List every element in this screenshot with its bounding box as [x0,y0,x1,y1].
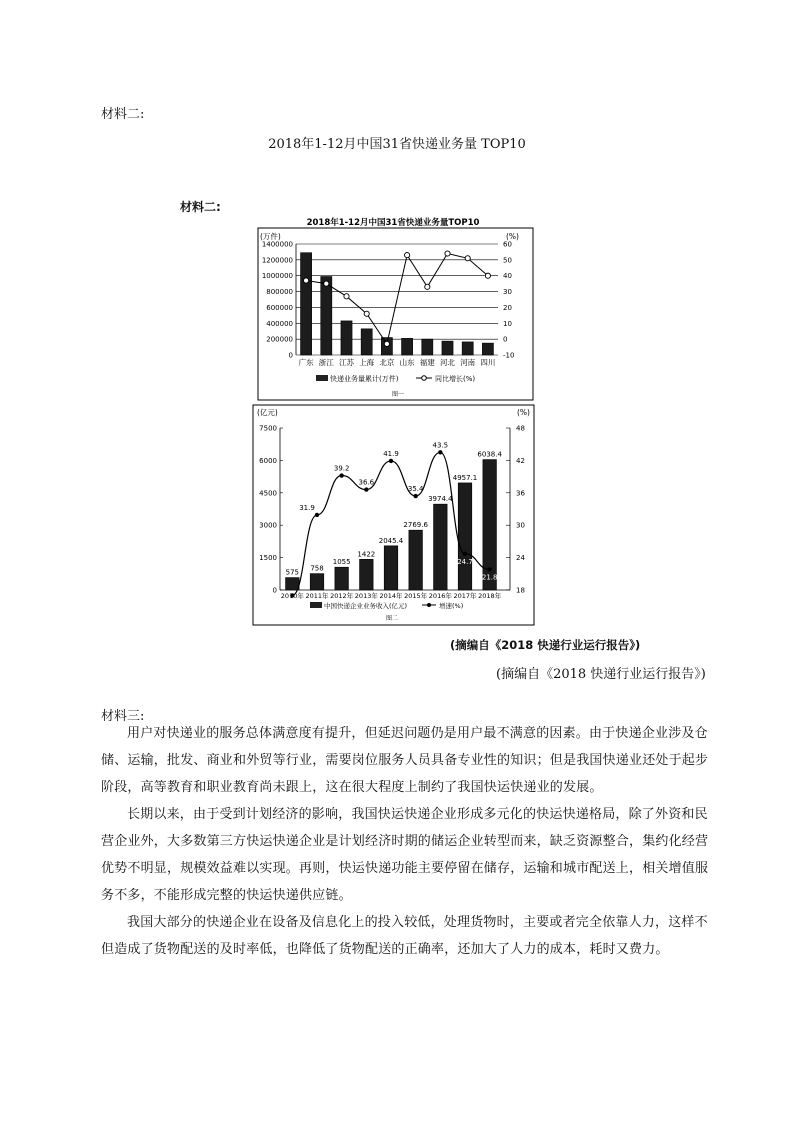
chart1-category-label: 广东 [298,358,314,367]
chart1-legend-bar-swatch [316,375,328,381]
chart2-bar [434,504,448,590]
chart1-bar [442,341,453,355]
chart2-ytick-label: 4500 [259,489,277,498]
chart2-growth-point [364,487,368,491]
chart1-category-label: 河北 [440,358,455,367]
paragraph-2: 长期以来，由于受到计划经济的影响，我国快运快递企业形成多元化的快运快递格局，除了外资和民营企业外，大多数第三方快运快递企业是计划经济时期的储运企业转型而来，缺乏资源整合，集约化经营优势不明显，规模效益难以实现。再则，快运快递功能主要停留在储存，运输和城市配送上，相关增值服务不多，不能形成完整的快运快递供应链。 [101,807,709,903]
chart2-y2tick-label: 18 [516,586,525,595]
scan-material2-label: 材料二: [180,200,221,214]
chart1-ytick-label: 1400000 [261,240,293,249]
chart1-bar [321,277,332,355]
chart2-bar-label: 1422 [357,550,376,559]
chart2-growth-label: 21.8 [481,573,498,582]
chart1-legend-line-marker [422,376,427,381]
chart1-bar [361,329,372,355]
chart2-growth-label: 43.5 [432,441,449,450]
chart1-category-label: 北京 [379,358,395,367]
chart1-y2tick-label: 10 [503,319,512,328]
chart2-bar [310,574,324,590]
chart1-category-label: 四川 [480,358,496,367]
chart2-legend-line-marker [427,603,431,607]
chart1-growth-point [304,278,309,283]
chart2-legend-bar-label: 中国快递企业业务收入(亿元) [324,602,408,610]
chart2-category-label: 2014年 [379,592,403,600]
chart2-category-label: 2011年 [305,592,329,600]
chart1-bar [402,338,413,355]
chart1-bar [301,253,312,355]
chart1-caption: 图一 [391,391,405,398]
chart1-y2tick-label: 0 [503,335,508,344]
chart2-bar-label: 575 [285,568,300,577]
chart2-legend-bar-swatch [310,602,322,608]
chart2-growth-point [315,513,319,517]
chart2-growth-point [389,459,393,463]
chart2-y2tick-label: 24 [516,554,525,563]
chart2-bar [384,546,398,590]
chart2-caption: 图二 [385,615,399,622]
chart1 [248,212,538,402]
chart2-right-unit: (%) [517,408,530,417]
doc-title: 2018年1-12月中国31省快递业务量 TOP10 [268,137,526,152]
chart1-y2tick-label: 60 [503,240,512,249]
chart1-y2tick-label: 20 [503,303,512,312]
material3-label: 材料三: [101,709,145,724]
chart1-bar [462,342,473,355]
chart1-bar [422,339,433,355]
chart1-ytick-label: 800000 [266,288,293,297]
chart2-growth-label: 24.7 [457,557,473,566]
material2-label: 材料二: [101,107,145,122]
chart2-bar-label: 3974.4 [428,495,453,504]
source-note: (摘编自《2018 快递行业运行报告》) [496,667,706,682]
chart1-growth-point [485,273,490,278]
chart2-bar-label: 1055 [332,558,351,567]
chart2-category-label: 2015年 [404,592,428,600]
chart2-growth-point [413,494,417,498]
chart1-bar [341,321,352,355]
chart1-y2tick-label: 40 [503,272,512,281]
chart1-category-label: 浙江 [318,358,334,367]
chart2-ytick-label: 3000 [259,521,277,530]
chart2-left-unit: (亿元) [257,408,278,417]
chart1-left-unit: (万件) [260,232,281,241]
chart1-y2tick-label: -10 [503,351,515,360]
chart1-ytick-label: 200000 [266,335,293,344]
chart2-bar [335,567,349,590]
chart1-category-label: 河南 [460,358,476,367]
chart1-growth-point [425,284,430,289]
chart1-category-label: 福建 [419,358,435,367]
chart2-ytick-label: 0 [272,586,277,595]
chart2-category-label: 2016年 [428,592,452,600]
chart1-growth-point [384,341,389,346]
chart1-ytick-label: 600000 [266,303,293,312]
chart1-growth-line [306,254,488,344]
chart1-growth-point [445,251,450,256]
chart2 [252,404,536,630]
chart1-right-unit: (%) [506,232,519,241]
chart2-category-label: 2017年 [453,592,477,600]
chart1-growth-point [405,253,410,258]
chart2-bar [360,559,374,590]
chart2-y2tick-label: 48 [516,424,525,433]
chart2-category-label: 2013年 [354,592,378,600]
chart1-growth-point [364,311,369,316]
chart1-legend-line-label: 同比增长(%) [435,375,476,383]
chart2-bar-label: 2045.4 [378,536,404,545]
chart1-title: 2018年1-12月中国31省快递业务量TOP10 [306,218,480,228]
chart1-bar [482,343,493,355]
chart1-y2tick-label: 50 [503,256,512,265]
chart2-category-label: 2018年 [478,592,502,600]
chart2-growth-label: 41.9 [383,449,399,458]
paragraph-1: 用户对快递业的服务总体满意度有提升，但延迟问题仍是用户最不满意的因素。由于快递企业涉及仓储、运输，批发、商业和外贸等行业，需要岗位服务人员具备专业性的知识；但是我国快递业还处于起步阶段，高等教育和职业教育尚未跟上，这在很大程度上制约了我国快运快递业的发展。 [101,726,709,795]
chart2-bar-label: 2769.6 [403,521,428,530]
chart2-ytick-label: 1500 [259,554,277,563]
chart1-y2tick-label: 30 [503,288,512,297]
chart2-y2tick-label: 36 [516,489,525,498]
chart2-bar [286,578,300,590]
chart2-growth-point [487,567,491,571]
chart2-y2tick-label: 30 [516,521,525,530]
chart1-growth-point [465,256,470,261]
chart1-growth-point [344,294,349,299]
chart2-growth-point [463,552,467,556]
chart1-growth-point [324,281,329,286]
chart1-category-label: 江苏 [339,358,354,367]
chart2-ytick-label: 7500 [259,424,277,433]
body-text [101,720,716,963]
chart2-growth-label: 35.4 [407,485,424,494]
chart2-growth-point [339,473,343,477]
chart2-bar-label: 758 [310,564,324,573]
chart2-y2tick-label: 42 [516,456,525,465]
chart2-growth-point [438,450,442,454]
chart2-bar-label: 6038.4 [477,450,502,459]
chart2-growth-label: 39.2 [333,464,350,473]
paragraph-3: 我国大部分的快递企业在设备及信息化上的投入较低，处理货物时，主要或者完全依靠人力，这样不但造成了货物配送的及时率低，也降低了货物配送的正确率，还加大了人力的成本，耗时又费力。 [101,915,708,957]
chart2-growth-label: 36.6 [358,478,375,487]
chart1-ytick-label: 400000 [266,319,293,328]
chart2-legend-line-label: 增速(%) [439,602,464,610]
chart1-category-label: 山东 [399,358,415,367]
chart1-ytick-label: 1000000 [261,272,293,281]
chart2-category-label: 2012年 [330,592,354,600]
chart1-ytick-label: 0 [288,351,293,360]
chart1-category-label: 上海 [359,358,375,367]
chart2-bar [458,483,472,590]
chart2-growth-label: 31.9 [299,503,315,512]
chart1-legend-bar-label: 快递业务量累计(万件) [330,375,399,383]
chart2-ytick-label: 6000 [259,456,277,465]
chart2-bar-label: 4957.1 [452,473,478,482]
scan-source: (摘编自《2018 快递行业运行报告》) [450,638,641,652]
chart2-bar [409,530,423,590]
chart1-ytick-label: 1200000 [261,256,293,265]
chart2-category-label: 2010年 [280,592,304,600]
